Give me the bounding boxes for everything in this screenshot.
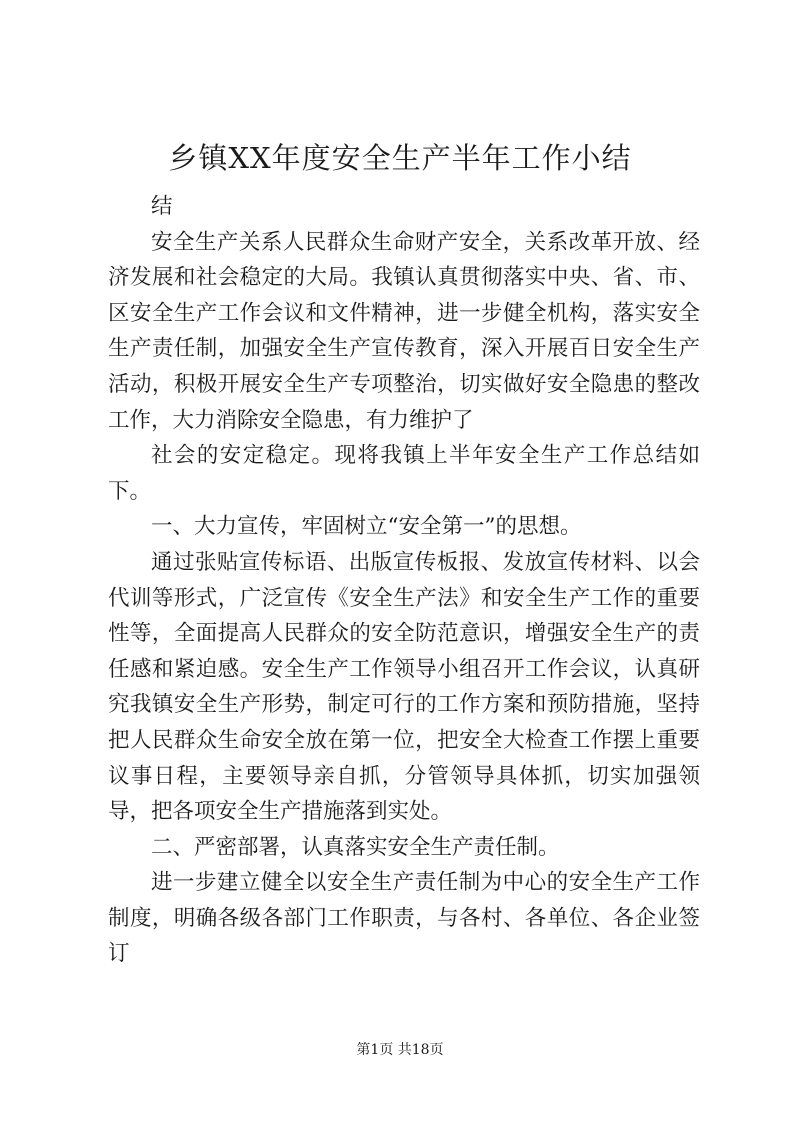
document-body [108, 189, 700, 972]
section-heading-2: 二、严密部署，认真落实安全生产责任制。 [151, 834, 560, 860]
document-title: 乡镇XX年度安全生产半年工作小结 [168, 141, 632, 175]
paragraph-section-2: 进一步建立健全以安全生产责任制为中心的安全生产工作制度，明确各级各部门工作职责，与各村、各单位、各企业签订 [108, 870, 700, 967]
page-footer: 第1页 共18页 [356, 1042, 444, 1058]
section-heading-1: 一、大力宣传，牢固树立“安全第一”的思想。 [151, 514, 582, 540]
paragraph-fragment: 结 [151, 194, 173, 219]
paragraph-summary-lead: 社会的安定稳定。现将我镇上半年安全生产工作总结如下。 [108, 443, 700, 504]
paragraph-intro: 安全生产关系人民群众生命财产安全，关系改革开放、经济发展和社会稳定的大局。我镇认真贯彻落实中央、省、市、区安全生产工作会议和文件精神，进一步健全机构，落实安全生产责任制，加强安全生产宣传教育，深入开展百日安全生产活动，积极开展安全生产专项整治，切实做好安全隐患的整改工作，大力消除安全隐患，有力维护了 [108, 229, 700, 433]
paragraph-section-1: 通过张贴宣传标语、出版宣传板报、发放宣传材料、以会代训等形式，广泛宣传《安全生产法》和安全生产工作的重要性等，全面提高人民群众的安全防范意识，增强安全生产的责任感和紧迫感。安全生产工作领导小组召开工作会议，认真研究我镇安全生产形势，制定可行的工作方案和预防措施，坚持把人民群众生命安全放在第一位，把安全大检查工作摆上重要议事日程，主要领导亲自抓，分管领导具体抓，切实加强领导，把各项安全生产措施落到实处。 [108, 549, 700, 825]
